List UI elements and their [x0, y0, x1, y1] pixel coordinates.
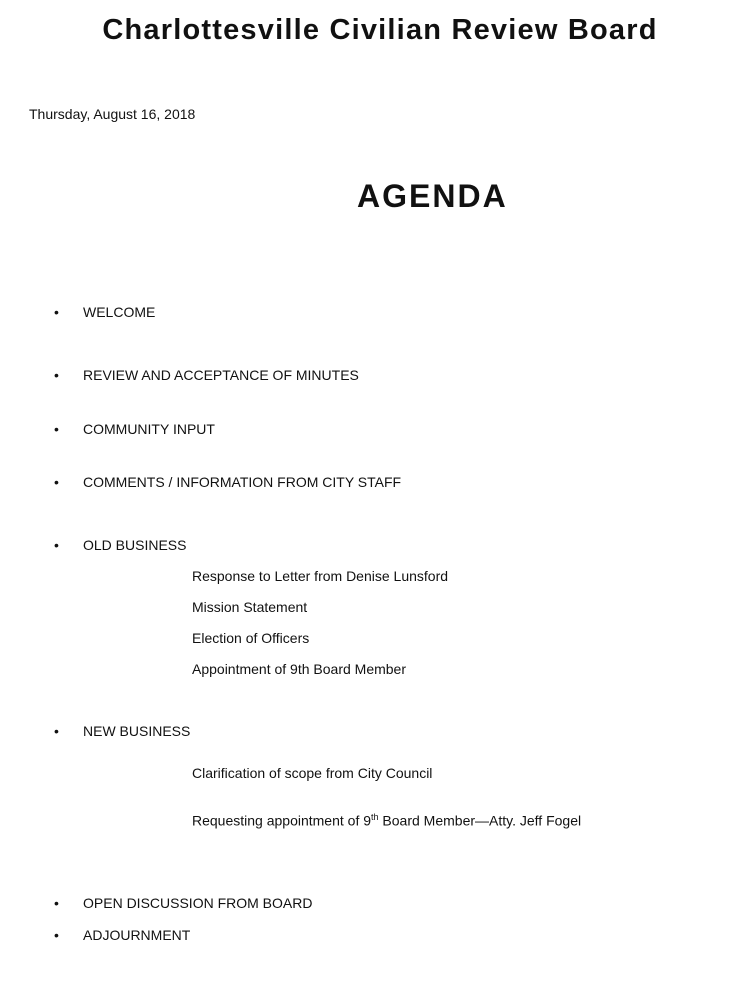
old-business-subitem: Appointment of 9th Board Member: [192, 661, 407, 677]
bullet-icon: •: [54, 723, 59, 739]
bullet-icon: •: [54, 895, 59, 911]
agenda-item-old-business: [54, 536, 186, 554]
document-title: Charlottesville Civilian Review Board: [102, 14, 658, 46]
new-business-subitem: [192, 808, 581, 830]
agenda-item-community-input: [54, 420, 215, 438]
ordinal-suffix: th: [371, 812, 379, 822]
agenda-item-label: OLD BUSINESS: [83, 537, 187, 553]
agenda-item-minutes: [54, 366, 359, 384]
bullet-icon: •: [54, 421, 59, 437]
agenda-item-label: COMMENTS / INFORMATION FROM CITY STAFF: [83, 474, 402, 490]
old-business-subitem: Election of Officers: [192, 630, 310, 646]
agenda-item-welcome: [54, 303, 155, 321]
agenda-item-label: REVIEW AND ACCEPTANCE OF MINUTES: [83, 367, 359, 383]
old-business-subitem: Response to Letter from Denise Lunsford: [192, 568, 449, 584]
agenda-item-label: COMMUNITY INPUT: [83, 421, 215, 437]
subitem-text: Board Member—Atty. Jeff Fogel: [378, 812, 582, 829]
subitem-text: Requesting appointment of 9: [192, 812, 372, 829]
old-business-subitem: Mission Statement: [192, 599, 308, 615]
agenda-item-label: NEW BUSINESS: [83, 723, 191, 739]
bullet-icon: •: [54, 304, 59, 320]
agenda-item-city-staff: [54, 473, 401, 491]
agenda-item-adjournment: [54, 926, 190, 944]
agenda-heading: AGENDA: [357, 178, 508, 214]
agenda-item-label: WELCOME: [83, 304, 156, 320]
bullet-icon: •: [54, 927, 59, 943]
new-business-subitem: Clarification of scope from City Council: [192, 765, 433, 781]
agenda-item-new-business: [54, 722, 190, 740]
agenda-item-label: OPEN DISCUSSION FROM BOARD: [83, 895, 313, 911]
bullet-icon: •: [54, 367, 59, 383]
bullet-icon: •: [54, 474, 59, 490]
bullet-icon: •: [54, 537, 59, 553]
agenda-item-open-discussion: [54, 894, 312, 912]
meeting-date: Thursday, August 16, 2018: [29, 106, 196, 122]
agenda-item-label: ADJOURNMENT: [83, 927, 191, 943]
